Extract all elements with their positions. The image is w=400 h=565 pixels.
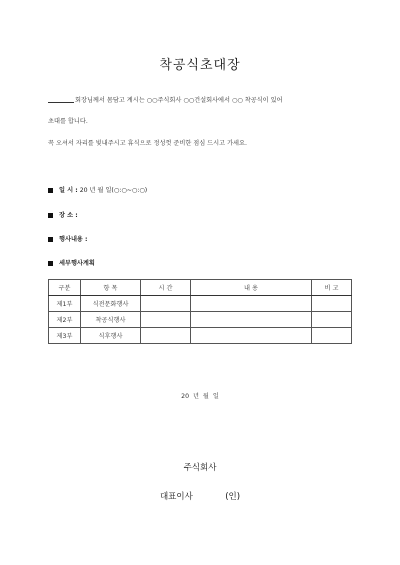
company-name: 주식회사 <box>183 463 217 473</box>
header-cell: 구분 <box>49 280 81 296</box>
date-label: 일 시 : <box>59 187 78 194</box>
table-cell <box>191 328 312 344</box>
intro-line-1 <box>48 97 283 105</box>
table-cell <box>312 312 352 328</box>
table-cell <box>312 328 352 344</box>
intro-line-2: 초대를 합니다. <box>48 118 88 125</box>
header-cell: 항 목 <box>81 280 141 296</box>
bullet-square-icon <box>48 261 53 266</box>
place-label: 장 소 : <box>59 212 78 219</box>
table-cell <box>312 296 352 312</box>
name-blank <box>48 97 74 103</box>
document-title: 착공식초대장 <box>159 58 241 73</box>
table-cell: 식전문화행사 <box>81 296 141 312</box>
intro-line-1-text: 회장님께서 몸담고 계시는 ○○주식회사 ○○건설회사에서 ○○ 착공식이 있어 <box>75 97 283 104</box>
table-cell <box>191 296 312 312</box>
date-row <box>48 185 147 194</box>
table-row <box>49 328 352 344</box>
plan-label: 세부행사계획 <box>59 260 95 267</box>
table-cell <box>141 296 191 312</box>
table-cell: 식후행사 <box>81 328 141 344</box>
table-cell <box>141 312 191 328</box>
bullet-square-icon <box>48 213 53 218</box>
table-cell: 제2부 <box>49 312 81 328</box>
table-row <box>49 296 352 312</box>
plan-row <box>48 258 95 267</box>
table-cell: 제1부 <box>49 296 81 312</box>
content-row <box>48 234 88 243</box>
table-row <box>49 312 352 328</box>
header-cell: 내 용 <box>191 280 312 296</box>
bullet-square-icon <box>48 237 53 242</box>
table-cell <box>191 312 312 328</box>
table-header-row <box>49 280 352 296</box>
header-cell: 비 고 <box>312 280 352 296</box>
header-cell: 시 간 <box>141 280 191 296</box>
document-date: 20 년 월 일 <box>181 393 219 400</box>
table-cell: 제3부 <box>49 328 81 344</box>
table-cell: 착공식행사 <box>81 312 141 328</box>
table-cell <box>141 328 191 344</box>
bullet-square-icon <box>48 188 53 193</box>
content-label: 행사내용 : <box>59 236 88 243</box>
date-value: 20 년 월 일(○:○~○:○) <box>79 187 148 194</box>
schedule-table <box>48 279 352 344</box>
representative-signature: 대표이사 (인) <box>159 492 241 502</box>
intro-line-3: 꼭 오셔서 자리를 빛내주시고 휴식으로 정성껏 준비한 점심 드시고 가세요. <box>48 140 247 147</box>
place-row <box>48 210 78 219</box>
